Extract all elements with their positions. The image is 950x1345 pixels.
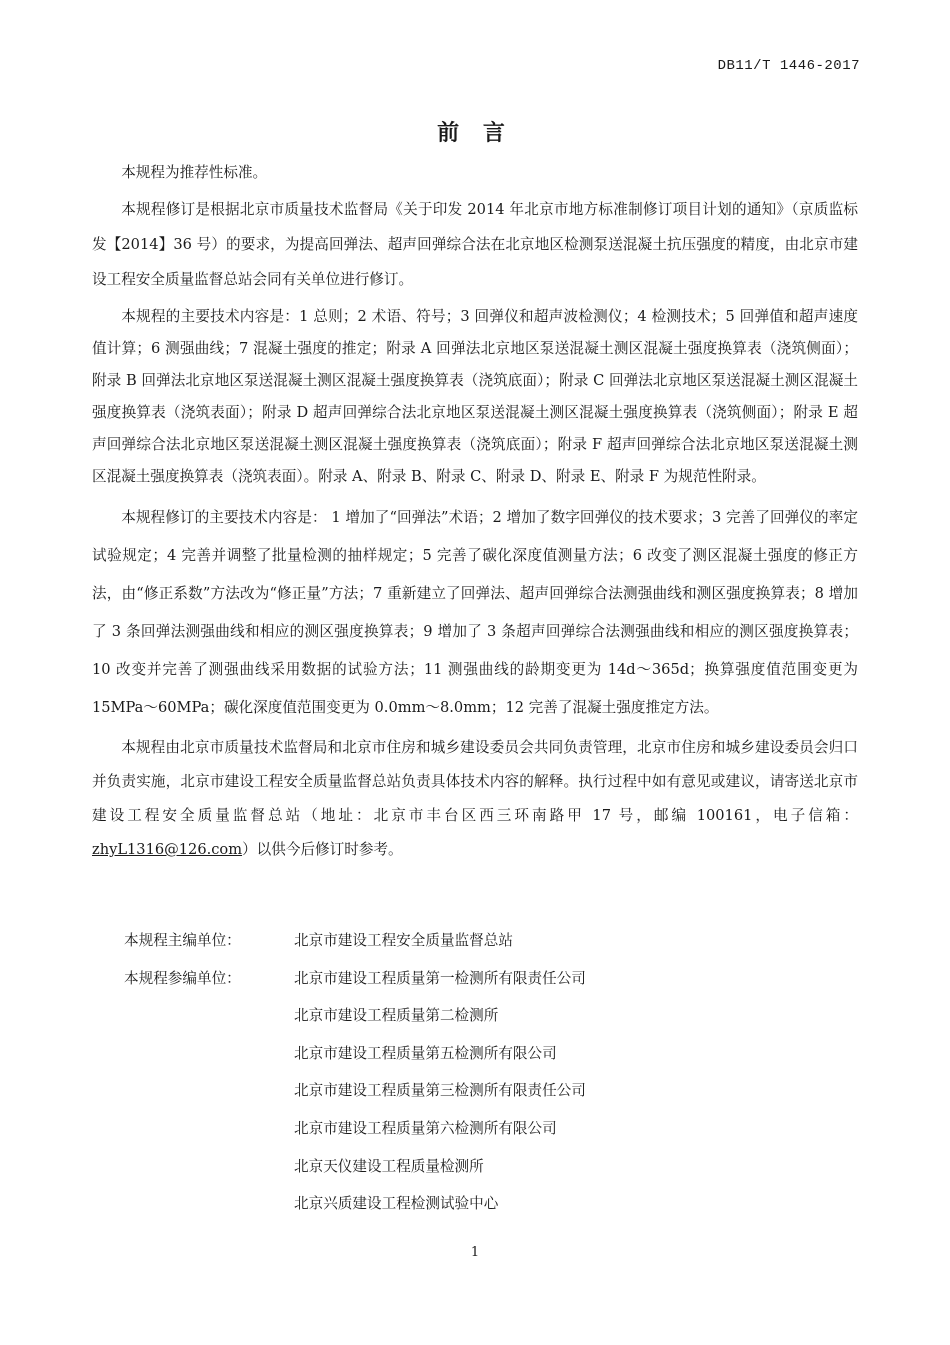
list-item: 北京市建设工程质量第六检测所有限公司 [294, 1119, 557, 1137]
paragraph-4: 本规程修订的主要技术内容是： 1 增加了“回弹法”术语；2 增加了数字回弹仪的技术要求；3 完善了回弹仪的率定试验规定；4 完善并调整了批量检测的抽样规定；5 完善了碳化深度值测量方法；6 改变了测区混凝土强度的修正方法，由“修正系数”方法改为“修正量”方法；7 重新建立了回弹法、超声回弹综合法测强曲线和测区强度换算表；8 增加了 3 条回弹法测强曲线和相应的测区强度换算表；9 增加了 3 条超声回弹综合法测强曲线和相应的测区强度换算表；10 改变并完善了测强曲线采用数据的试验方法；11 测强曲线的龄期变更为 14d～365d；换算强度值范围变更为 15MPa～60MPa；碳化深度值范围变更为 0.0mm～8.0mm；12 完善了混凝土强度推定方法。 [92, 509, 858, 716]
paragraph-2: 本规程修订是根据北京市质量技术监督局《关于印发 2014 年北京市地方标准制修订项目计划的通知》（京质监标发【2014】36 号）的要求，为提高回弹法、超声回弹综合法在北京地区检测泵送混凝土抗压强度的精度，由北京市建设工程安全质量监督总站会同有关单位进行修订。 [92, 201, 858, 288]
list-item: 北京市建设工程质量第一检测所有限责任公司 [294, 969, 586, 987]
page-title: 前 言 [437, 121, 513, 146]
email-link[interactable]: zhyL1316@126.com [92, 841, 243, 858]
chief-editor-name: 北京市建设工程安全质量监督总站 [294, 932, 513, 949]
list-item: 北京市建设工程质量第二检测所 [294, 1007, 499, 1025]
participating-row [124, 960, 586, 1223]
paragraph-5-text-b: ）以供今后修订时参考。 [242, 841, 403, 858]
units-section [124, 922, 586, 1223]
standard-code: DB11/T 1446-2017 [717, 58, 860, 74]
chief-editor-label: 本规程主编单位： [124, 932, 241, 949]
paragraph-5 [92, 731, 858, 867]
list-item: 北京兴质建设工程检测试验中心 [294, 1195, 499, 1213]
page-number: 1 [470, 1245, 480, 1260]
list-item: 北京市建设工程质量第三检测所有限责任公司 [294, 1082, 586, 1100]
list-item: 北京天仪建设工程质量检测所 [294, 1157, 484, 1175]
chief-editor-row [124, 922, 586, 960]
participating-label: 本规程参编单位： [124, 969, 241, 987]
paragraph-1: 本规程为推荐性标准。 [121, 164, 268, 181]
foreword-body [92, 158, 858, 867]
paragraph-5-text-a: 本规程由北京市质量技术监督局和北京市住房和城乡建设委员会共同负责管理，北京市住房和城乡建设委员会归口并负责实施，北京市建设工程安全质量监督总站负责具体技术内容的解释。执行过程中如有意见或建议，请寄送北京市建设工程安全质量监督总站（地址：北京市丰台区西三环南路甲 17 号，邮编 100161，电子信箱： [92, 739, 858, 824]
list-item: 北京市建设工程质量第五检测所有限公司 [294, 1044, 557, 1062]
participating-list [294, 960, 586, 1223]
paragraph-3: 本规程的主要技术内容是：1 总则；2 术语、符号；3 回弹仪和超声波检测仪；4 检测技术；5 回弹值和超声速度值计算；6 测强曲线；7 混凝土强度的推定；附录 A 回弹法北京地区泵送混凝土测区混凝土强度换算表（浇筑侧面）；附录 B 回弹法北京地区泵送混凝土测区混凝土强度换算表（浇筑底面）；附录 C 回弹法北京地区泵送混凝土测区混凝土强度换算表（浇筑表面）；附录 D 超声回弹综合法北京地区泵送混凝土测区混凝土强度换算表（浇筑侧面）；附录 E 超声回弹综合法北京地区泵送混凝土测区混凝土强度换算表（浇筑底面）；附录 F 超声回弹综合法北京地区泵送混凝土测区混凝土强度换算表（浇筑表面）。附录 A、附录 B、附录 C、附录 D、附录 E、附录 F 为规范性附录。 [92, 308, 858, 485]
